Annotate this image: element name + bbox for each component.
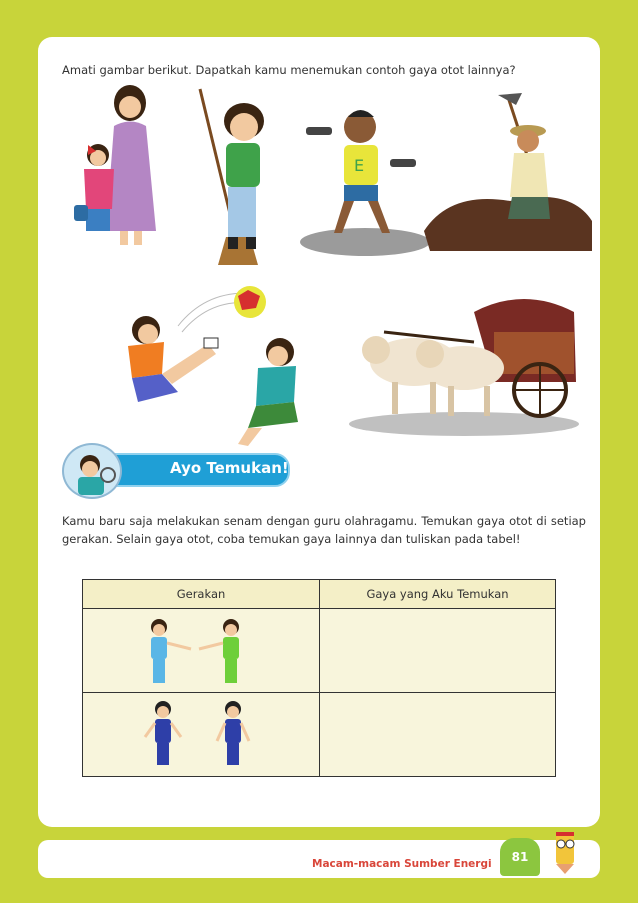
movement-cell xyxy=(83,609,320,693)
pencil-mascot-icon xyxy=(544,830,584,876)
table-row xyxy=(83,609,556,693)
boys-playing-football-illustration xyxy=(98,282,318,447)
farmer-hoeing-illustration xyxy=(420,91,595,251)
girls-arm-exercise-illustration xyxy=(83,609,319,689)
footer-chapter-title: Macam-macam Sumber Energi xyxy=(312,858,492,870)
page-footer xyxy=(38,840,600,878)
page-number: 81 xyxy=(511,850,529,864)
header-movement: Gerakan xyxy=(83,580,320,609)
ox-cart-illustration xyxy=(344,292,594,437)
page-content xyxy=(38,37,600,827)
boys-arm-swing-exercise-illustration xyxy=(83,693,319,773)
answer-table xyxy=(82,579,556,777)
answer-cell[interactable] xyxy=(320,693,556,777)
table-row xyxy=(83,693,556,777)
header-force-found: Gaya yang Aku Temukan xyxy=(320,580,556,609)
mother-daughter-shopping-illustration xyxy=(62,81,172,256)
boy-magnifier-icon xyxy=(62,443,122,499)
boy-sweeping-illustration xyxy=(192,87,287,267)
section-badge xyxy=(62,443,302,495)
answer-cell[interactable] xyxy=(320,609,556,693)
intro-instruction: Amati gambar berikut. Dapatkah kamu menemukan contoh gaya otot lainnya? xyxy=(62,63,516,77)
movement-cell xyxy=(83,693,320,777)
page-number-tab xyxy=(500,838,540,876)
badge-label: Ayo Temukan! xyxy=(170,459,289,477)
boy-lifting-dumbbells-illustration xyxy=(300,87,430,257)
table-header-row xyxy=(83,580,556,609)
instruction-paragraph: Kamu baru saja melakukan senam dengan guru olahragamu. Temukan gaya otot di setiap gerakan. Selain gaya otot, coba temukan gaya lainnya dan tuliskan pada tabel! xyxy=(62,514,586,546)
svg-text:E: E xyxy=(354,156,365,175)
